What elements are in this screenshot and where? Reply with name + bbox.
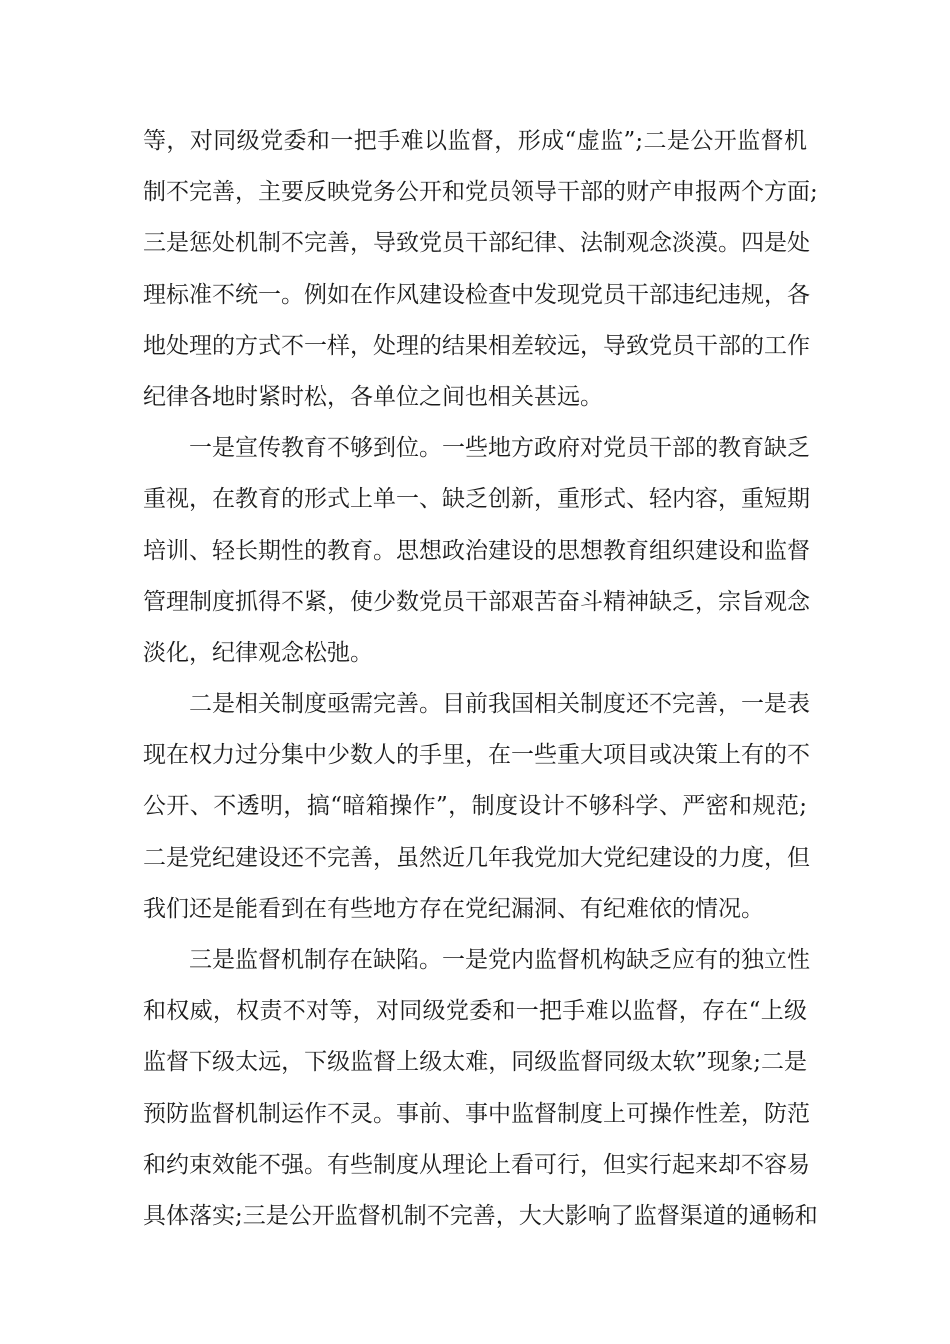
paragraph-line: 纪律各地时紧时松，各单位之间也相关甚远。 <box>143 383 603 410</box>
paragraph-line: 重视，在教育的形式上单一、缺乏创新，重形式、轻内容，重短期 <box>143 486 810 513</box>
paragraph-line: 监督下级太远，下级监督上级太难，同级监督同级太软”现象;二是 <box>143 1049 807 1076</box>
paragraph-line: 制不完善，主要反映党务公开和党员领导干部的财产申报两个方面; <box>143 179 818 206</box>
paragraph-line: 二是党纪建设还不完善，虽然近几年我党加大党纪建设的力度，但 <box>143 844 810 871</box>
paragraph <box>143 679 810 935</box>
paragraph-line: 地处理的方式不一样，处理的结果相差较远，导致党员干部的工作 <box>143 332 810 359</box>
paragraph-line: 理标准不统一。例如在作风建设检查中发现党员干部违纪违规，各 <box>143 281 810 308</box>
paragraph-line: 一是宣传教育不够到位。一些地方政府对党员干部的教育缺乏 <box>189 435 810 462</box>
paragraph <box>143 935 818 1242</box>
paragraph-line: 公开、不透明，搞“暗箱操作”，制度设计不够科学、严密和规范; <box>143 793 807 820</box>
paragraph <box>143 423 810 679</box>
paragraph-line: 三是监督机制存在缺陷。一是党内监督机构缺乏应有的独立性 <box>189 947 810 973</box>
paragraph <box>143 116 818 423</box>
paragraph-line: 预防监督机制运作不灵。事前、事中监督制度上可操作性差，防范 <box>143 1100 810 1127</box>
paragraph-line: 现在权力过分集中少数人的手里，在一些重大项目或决策上有的不 <box>143 742 810 769</box>
paragraph-line: 淡化，纪律观念松弛。 <box>143 639 373 666</box>
paragraph-line: 二是相关制度亟需完善。目前我国相关制度还不完善，一是表 <box>189 691 810 718</box>
paragraph-line: 培训、轻长期性的教育。思想政治建设的思想教育组织建设和监督 <box>143 537 810 564</box>
paragraph-line: 管理制度抓得不紧，使少数党员干部艰苦奋斗精神缺乏，宗旨观念 <box>143 588 810 615</box>
paragraph-line: 和权威，权责不对等，对同级党委和一把手难以监督，存在“上级 <box>143 998 807 1025</box>
document-body <box>143 116 818 1242</box>
paragraph-line: 和约束效能不强。有些制度从理论上看可行，但实行起来却不容易 <box>143 1151 810 1178</box>
paragraph-line: 等，对同级党委和一把手难以监督，形成“虚监”;二是公开监督机 <box>143 128 807 154</box>
paragraph-line: 我们还是能看到在有些地方存在党纪漏洞、有纪难依的情况。 <box>143 895 764 922</box>
paragraph-line: 三是惩处机制不完善，导致党员干部纪律、法制观念淡漠。四是处 <box>143 230 810 257</box>
paragraph-line: 具体落实;三是公开监督机制不完善，大大影响了监督渠道的通畅和 <box>143 1202 818 1229</box>
